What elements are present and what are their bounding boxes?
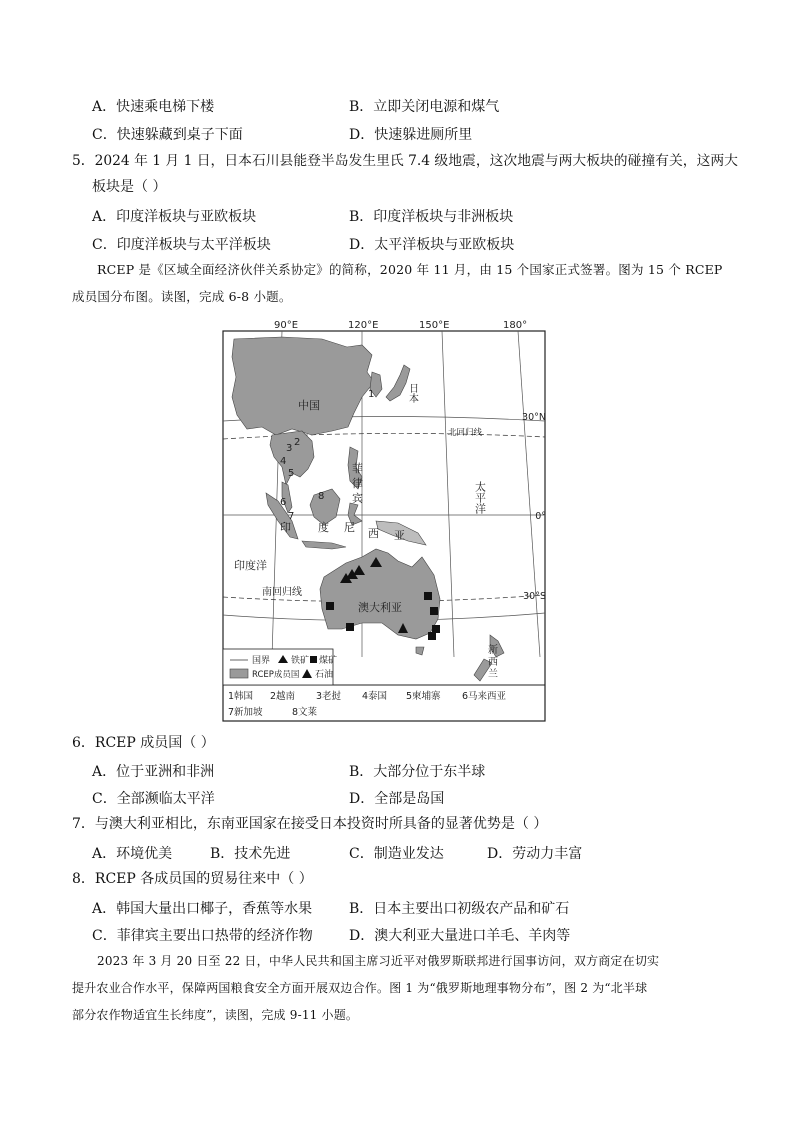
lon-label-90e: 90°E <box>274 320 299 331</box>
q5-option-d: D．太平洋板块与亚欧板块 <box>349 237 515 253</box>
label-australia: 澳大利亚 <box>358 601 402 614</box>
marker-5: 5 <box>288 468 295 479</box>
q7-option-d: D．劳动力丰富 <box>487 846 583 862</box>
marker-8: 8 <box>318 491 325 502</box>
label-philippines-3: 宾 <box>352 492 363 505</box>
lat-label-30n: 30°N <box>522 412 546 423</box>
intro1-line2: 成员国分布图。读图，完成 6-8 小题。 <box>72 289 292 304</box>
q8-stem: 8．RCEP 各成员国的贸易往来中（ ） <box>72 871 313 887</box>
q5-option-c: C．印度洋板块与太平洋板块 <box>92 237 271 253</box>
q8-option-b: B．日本主要出口初级农产品和矿石 <box>349 901 570 917</box>
intro2-line3: 部分农作物适宜生长纬度”，读图，完成 9-11 小题。 <box>72 1008 359 1022</box>
label-china: 中国 <box>298 399 320 412</box>
label-nz-1: 新 <box>488 645 498 656</box>
label-tropic-south: 南回归线 <box>262 587 302 598</box>
q7-option-a: A．环境优美 <box>92 846 173 862</box>
rcep-map <box>222 317 546 723</box>
q6-option-c: C．全部濒临太平洋 <box>92 791 215 807</box>
label-tropic-north: 北回归线 <box>448 428 483 438</box>
q5-stem-line2: 板块是（ ） <box>92 179 167 195</box>
q6-stem: 6．RCEP 成员国（ ） <box>72 735 215 751</box>
q7-option-c: C．制造业发达 <box>349 846 444 862</box>
label-indonesia-3: 尼 <box>344 521 355 534</box>
lon-label-120e: 120°E <box>348 320 379 331</box>
intro1-line1: RCEP 是《区域全面经济伙伴关系协定》的简称，2020 年 11 月，由 15 个国家正式签署。图为 15 个 RCEP <box>97 262 723 277</box>
lat-label-0: 0° <box>535 511 546 522</box>
legend-member: RCEP成员国 <box>252 670 300 680</box>
marker-6: 6 <box>280 497 287 508</box>
q8-option-c: C．菲律宾主要出口热带的经济作物 <box>92 928 313 944</box>
q7-option-b: B．技术先进 <box>210 846 291 862</box>
q6-option-a: A．位于亚洲和非洲 <box>92 764 215 780</box>
q6-option-d: D．全部是岛国 <box>349 791 445 807</box>
q8-option-d: D．澳大利亚大量进口羊毛、羊肉等 <box>349 928 571 944</box>
intro2-line1: 2023 年 3 月 20 日至 22 日，中华人民共和国主席习近平对俄罗斯联邦进行国事访问，双方商定在切实 <box>97 954 660 968</box>
key-5: 5柬埔寨 <box>406 691 441 702</box>
q5-stem-line1: 5．2024 年 1 月 1 日，日本石川县能登半岛发生里氏 7.4 级地震，这次地震与两大板块的碰撞有关，这两大 <box>72 153 738 169</box>
marker-3: 3 <box>286 443 293 454</box>
legend-border: 国界 <box>252 656 271 666</box>
q4-option-b: B．立即关闭电源和煤气 <box>349 99 500 115</box>
label-nz-3: 兰 <box>488 669 498 680</box>
lat-label-30s: 30°S <box>523 591 546 602</box>
legend-iron: 铁矿 <box>291 656 310 666</box>
coal-marker <box>430 607 438 615</box>
label-indonesia-4: 西 <box>368 527 379 540</box>
coal-marker <box>428 632 436 640</box>
label-indian-ocean: 印度洋 <box>234 559 267 572</box>
marker-4: 4 <box>280 456 287 467</box>
key-2: 2越南 <box>270 691 296 702</box>
coal-marker <box>424 592 432 600</box>
label-pacific: 太平洋 <box>473 481 487 514</box>
lon-label-150e: 150°E <box>419 320 450 331</box>
label-philippines-2: 律 <box>352 477 363 490</box>
coal-marker <box>432 625 440 633</box>
q4-option-c: C．快速躲藏到桌子下面 <box>92 127 243 143</box>
marker-1: 1 <box>368 389 375 400</box>
q6-option-b: B．大部分位于东半球 <box>349 764 486 780</box>
marker-2: 2 <box>294 437 301 448</box>
q7-stem: 7．与澳大利亚相比，东南亚国家在接受日本投资时所具备的显著优势是（ ） <box>72 816 548 832</box>
lon-label-180: 180° <box>503 320 528 331</box>
label-philippines-1: 菲 <box>352 462 363 475</box>
intro2-line2: 提升农业合作水平，保障两国粮食安全方面开展双边合作。图 1 为“俄罗斯地理事物分布”，图 2 为“北半球 <box>72 981 648 995</box>
key-1: 1韩国 <box>228 691 254 702</box>
label-indonesia-5: 亚 <box>394 529 405 542</box>
q5-option-b: B．印度洋板块与非洲板块 <box>349 209 514 225</box>
marker-7: 7 <box>288 511 295 522</box>
key-8: 8文莱 <box>292 707 318 718</box>
coal-marker <box>346 623 354 631</box>
key-7: 7新加坡 <box>228 707 263 718</box>
q4-option-d: D．快速躲进厕所里 <box>349 127 473 143</box>
q8-option-a: A．韩国大量出口椰子，香蕉等水果 <box>92 901 313 917</box>
legend-coal: 煤矿 <box>319 656 338 666</box>
legend-oil: 石油 <box>315 670 334 680</box>
coal-marker <box>326 602 334 610</box>
label-japan: 日本 <box>406 383 418 403</box>
q5-option-a: A．印度洋板块与亚欧板块 <box>92 209 257 225</box>
label-indonesia-2: 度 <box>318 521 329 534</box>
label-nz-2: 西 <box>488 657 498 668</box>
key-3: 3老挝 <box>316 691 342 702</box>
label-indonesia-1: 印 <box>280 521 291 534</box>
map-legend <box>223 649 337 685</box>
key-6: 6马来西亚 <box>462 691 507 702</box>
key-4: 4泰国 <box>362 691 388 702</box>
q4-option-a: A．快速乘电梯下楼 <box>92 99 215 115</box>
